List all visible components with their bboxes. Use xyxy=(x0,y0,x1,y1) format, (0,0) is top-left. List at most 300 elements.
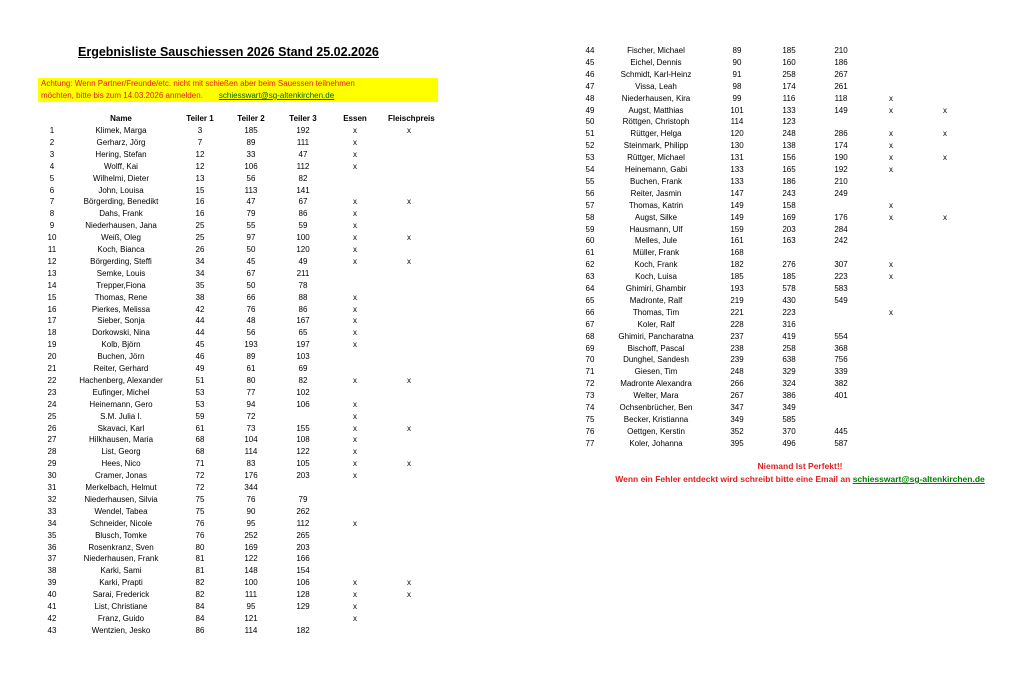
table-row xyxy=(0,426,1024,438)
cell-teiler-3: 211 xyxy=(296,268,310,278)
cell-name: Melles, Jule xyxy=(634,236,678,246)
cell-teiler-2: 76 xyxy=(246,304,256,314)
cell-rank: 9 xyxy=(49,221,55,231)
table-row xyxy=(0,247,1024,259)
cell-essen: x xyxy=(353,126,357,135)
cell-essen: x xyxy=(889,129,893,139)
cell-teiler-3: 210 xyxy=(834,46,848,55)
cell-teiler-1: 84 xyxy=(195,613,205,623)
table-row xyxy=(0,69,1024,81)
cell-teiler-3: 67 xyxy=(298,197,308,207)
cell-teiler-2: 94 xyxy=(246,399,256,409)
cell-name: Karki, Sami xyxy=(100,566,142,576)
cell-teiler-2: 76 xyxy=(246,494,256,504)
cell-name: Niederhausen, Kira xyxy=(621,93,691,103)
cell-rank: 10 xyxy=(47,233,57,243)
cell-teiler-2: 585 xyxy=(782,414,796,424)
cell-teiler-1: 45 xyxy=(195,340,205,350)
table-row xyxy=(0,45,1024,57)
cell-teiler-2: 169 xyxy=(782,212,796,222)
cell-teiler-2: 169 xyxy=(244,542,258,552)
cell-name: Fischer, Michael xyxy=(627,46,685,55)
cell-rank: 31 xyxy=(47,483,57,492)
cell-essen: x xyxy=(353,578,357,588)
cell-rank: 64 xyxy=(585,284,595,293)
cell-teiler-2: 50 xyxy=(246,280,256,290)
cell-name: Reiter, Jasmin xyxy=(630,188,682,198)
cell-teiler-3: 106 xyxy=(296,578,310,588)
cell-fleischpreis: x xyxy=(943,212,947,222)
cell-teiler-1: 238 xyxy=(730,343,744,353)
cell-name: Semke, Louis xyxy=(96,268,146,278)
cell-teiler-2: 90 xyxy=(246,506,256,516)
cell-teiler-3: 167 xyxy=(296,316,310,326)
table-row xyxy=(0,271,1024,283)
cell-teiler-3: 120 xyxy=(296,245,310,254)
cell-teiler-3: 286 xyxy=(834,129,848,139)
cell-name: Buchen, Frank xyxy=(629,176,683,186)
table-row xyxy=(0,553,1024,565)
table-row xyxy=(0,140,1024,152)
cell-rank: 2 xyxy=(49,137,55,147)
cell-teiler-3: 176 xyxy=(834,212,848,222)
cell-teiler-3: 382 xyxy=(834,379,848,389)
cell-teiler-3: 100 xyxy=(296,233,310,243)
cell-teiler-3: 445 xyxy=(834,426,848,436)
cell-teiler-2: 95 xyxy=(246,602,256,611)
cell-essen: x xyxy=(353,137,357,147)
cell-name: Rosenkranz, Sven xyxy=(88,542,154,552)
cell-name: Eufinger, Michel xyxy=(92,387,150,397)
cell-teiler-2: 106 xyxy=(244,161,258,171)
cell-essen: x xyxy=(353,602,357,611)
cell-teiler-2: 77 xyxy=(246,387,256,397)
cell-teiler-3: 368 xyxy=(834,343,848,353)
cell-essen: x xyxy=(889,141,893,151)
cell-teiler-3: 549 xyxy=(834,295,848,305)
cell-name: Eichel, Dennis xyxy=(630,57,682,67)
cell-teiler-2: 79 xyxy=(246,209,256,219)
table-row xyxy=(0,188,1024,200)
cell-teiler-1: 76 xyxy=(195,518,205,528)
cell-teiler-3: 128 xyxy=(296,590,310,600)
cell-teiler-2: 80 xyxy=(246,375,256,385)
cell-fleischpreis: x xyxy=(407,126,411,135)
cell-teiler-2: 370 xyxy=(782,426,796,436)
table-row xyxy=(0,295,1024,307)
cell-teiler-3: 49 xyxy=(298,256,308,266)
cell-name: Thomas, Tim xyxy=(632,307,680,317)
cell-teiler-3: 190 xyxy=(834,153,848,163)
cell-teiler-1: 395 xyxy=(730,438,744,448)
cell-teiler-1: 147 xyxy=(730,188,744,198)
cell-teiler-3: 339 xyxy=(834,367,848,377)
cell-name: Niederhausen, Silvia xyxy=(84,494,158,504)
notice-line-2-text: möchten, bitte bis zum 14.03.2026 anmelden. xyxy=(41,91,203,100)
cell-rank: 25 xyxy=(47,411,57,421)
cell-rank: 73 xyxy=(585,391,595,401)
footer-email-link[interactable]: schiesswart@sg-altenkirchen.de xyxy=(852,474,985,484)
cell-teiler-2: 185 xyxy=(782,272,796,282)
cell-rank: 1 xyxy=(49,126,55,135)
cell-teiler-2: 160 xyxy=(782,57,796,67)
cell-teiler-2: 174 xyxy=(782,81,796,91)
cell-rank: 75 xyxy=(585,414,595,424)
cell-teiler-2: 116 xyxy=(782,93,796,103)
cell-rank: 4 xyxy=(49,161,55,171)
cell-name: Giesen, Tim xyxy=(634,367,678,377)
cell-rank: 39 xyxy=(47,578,57,588)
cell-teiler-2: 193 xyxy=(244,340,258,350)
table-row xyxy=(0,518,1024,530)
cell-teiler-2: 248 xyxy=(782,129,796,139)
cell-name: Thomas, Katrin xyxy=(628,200,684,210)
cell-name: Dorkowski, Nina xyxy=(92,328,150,338)
cell-teiler-1: 133 xyxy=(730,176,744,186)
cell-teiler-1: 239 xyxy=(730,355,744,365)
cell-teiler-3: 86 xyxy=(298,304,308,314)
cell-teiler-1: 46 xyxy=(195,352,205,362)
cell-teiler-2: 252 xyxy=(244,530,258,540)
cell-rank: 12 xyxy=(47,256,57,266)
cell-teiler-1: 168 xyxy=(730,248,744,258)
cell-name: Wilhelmi, Dieter xyxy=(92,173,149,183)
cell-teiler-1: 81 xyxy=(195,566,205,576)
header-teiler-1: Teiler 1 xyxy=(186,114,214,123)
cell-rank: 42 xyxy=(47,613,57,623)
cell-teiler-3: 583 xyxy=(834,284,848,293)
cell-teiler-2: 276 xyxy=(782,260,796,270)
cell-teiler-1: 149 xyxy=(730,212,744,222)
table-row xyxy=(0,613,1024,625)
cell-rank: 35 xyxy=(47,530,57,540)
page-title: Ergebnisliste Sauschiessen 2026 Stand 25.02.2026 xyxy=(78,45,379,59)
cell-rank: 58 xyxy=(585,212,595,222)
cell-rank: 68 xyxy=(585,331,595,341)
table-row xyxy=(0,402,1024,414)
cell-essen: x xyxy=(353,316,357,326)
table-row xyxy=(0,259,1024,271)
cell-rank: 26 xyxy=(47,423,57,433)
table-row xyxy=(0,414,1024,426)
cell-teiler-3: 141 xyxy=(296,185,310,195)
cell-name: Sieber, Sonja xyxy=(97,316,145,326)
cell-teiler-1: 15 xyxy=(195,185,205,195)
cell-teiler-2: 186 xyxy=(782,176,796,186)
cell-essen: x xyxy=(353,245,357,254)
cell-rank: 17 xyxy=(47,316,57,326)
cell-name: Madronte, Ralf xyxy=(629,295,683,305)
cell-teiler-2: 67 xyxy=(246,268,256,278)
cell-teiler-3: 197 xyxy=(296,340,310,350)
cell-teiler-3: 262 xyxy=(296,506,310,516)
cell-name: Karki, Prapti xyxy=(99,578,143,588)
cell-teiler-2: 97 xyxy=(246,233,256,243)
cell-teiler-1: 130 xyxy=(730,141,744,151)
cell-teiler-1: 68 xyxy=(195,435,205,445)
cell-teiler-2: 72 xyxy=(246,411,256,421)
cell-teiler-1: 53 xyxy=(195,399,205,409)
cell-rank: 8 xyxy=(49,209,55,219)
cell-name: Hachenberg, Alexander xyxy=(79,375,163,385)
cell-name: Bischoff, Pascal xyxy=(627,343,685,353)
cell-teiler-3: 69 xyxy=(298,364,308,373)
table-row xyxy=(0,601,1024,613)
cell-essen: x xyxy=(353,256,357,266)
cell-teiler-3: 118 xyxy=(834,93,848,103)
cell-teiler-1: 72 xyxy=(195,483,205,492)
cell-teiler-3: 192 xyxy=(296,126,310,135)
cell-essen: x xyxy=(353,209,357,219)
cell-teiler-1: 80 xyxy=(195,542,205,552)
cell-teiler-2: 258 xyxy=(782,69,796,79)
cell-name: Wentzien, Jesko xyxy=(91,625,151,635)
cell-teiler-1: 120 xyxy=(730,129,744,139)
cell-name: Augst, Matthias xyxy=(628,105,684,115)
cell-name: Hering, Stefan xyxy=(95,149,147,159)
header-fleischpreis: Fleischpreis xyxy=(388,114,435,123)
header-name: Name xyxy=(110,114,132,123)
cell-name: Weiß, Oleg xyxy=(101,233,141,243)
cell-fleischpreis: x xyxy=(407,256,411,266)
cell-fleischpreis: x xyxy=(407,578,411,588)
table-row xyxy=(0,438,1024,450)
cell-teiler-2: 111 xyxy=(244,590,258,600)
cell-fleischpreis: x xyxy=(943,153,947,163)
cell-teiler-1: 266 xyxy=(730,379,744,389)
cell-teiler-3: 203 xyxy=(296,471,310,481)
cell-rank: 20 xyxy=(47,352,57,362)
table-row xyxy=(0,589,1024,601)
table-row xyxy=(0,565,1024,577)
cell-teiler-2: 324 xyxy=(782,379,796,389)
cell-teiler-3: 223 xyxy=(834,272,848,282)
cell-rank: 7 xyxy=(49,197,55,207)
cell-name: Reiter, Gerhard xyxy=(93,364,149,373)
cell-rank: 72 xyxy=(585,379,595,389)
cell-fleischpreis: x xyxy=(943,129,947,139)
cell-teiler-1: 34 xyxy=(195,268,205,278)
notice-email-link[interactable]: schiesswart@sg-altenkirchen.de xyxy=(218,91,335,100)
cell-teiler-3: 82 xyxy=(298,375,308,385)
cell-name: Klimek, Marga xyxy=(95,126,147,135)
cell-essen: x xyxy=(353,423,357,433)
cell-essen: x xyxy=(353,459,357,469)
cell-teiler-2: 148 xyxy=(244,566,258,576)
cell-essen: x xyxy=(889,93,893,103)
cell-teiler-2: 33 xyxy=(246,149,256,159)
cell-rank: 44 xyxy=(585,46,595,55)
cell-rank: 70 xyxy=(585,355,595,365)
cell-teiler-1: 72 xyxy=(195,471,205,481)
cell-teiler-3: 149 xyxy=(834,105,848,115)
cell-teiler-3: 112 xyxy=(296,161,310,171)
cell-name: Steinmark, Philipp xyxy=(623,141,689,151)
cell-essen: x xyxy=(353,221,357,231)
cell-rank: 37 xyxy=(47,554,57,564)
cell-rank: 32 xyxy=(47,494,57,504)
cell-rank: 38 xyxy=(47,566,57,576)
cell-name: Heinemann, Gabi xyxy=(624,165,688,174)
cell-teiler-1: 90 xyxy=(732,57,742,67)
table-row xyxy=(0,366,1024,378)
table-row xyxy=(0,343,1024,355)
cell-teiler-1: 89 xyxy=(732,46,742,55)
cell-teiler-1: 76 xyxy=(195,530,205,540)
table-row xyxy=(0,390,1024,402)
cell-teiler-1: 228 xyxy=(730,319,744,329)
cell-rank: 13 xyxy=(47,268,57,278)
cell-essen: x xyxy=(353,399,357,409)
cell-essen: x xyxy=(353,613,357,623)
cell-teiler-1: 59 xyxy=(195,411,205,421)
cell-essen: x xyxy=(353,411,357,421)
cell-teiler-2: 55 xyxy=(246,221,256,231)
cell-teiler-1: 347 xyxy=(730,403,744,412)
table-row xyxy=(0,283,1024,295)
cell-rank: 23 xyxy=(47,387,57,397)
cell-essen: x xyxy=(889,153,893,163)
table-row xyxy=(0,331,1024,343)
cell-name: Röttgen, Christoph xyxy=(622,117,690,127)
cell-teiler-1: 161 xyxy=(730,236,744,246)
cell-rank: 5 xyxy=(49,173,55,183)
cell-teiler-1: 35 xyxy=(195,280,205,290)
cell-teiler-3: 192 xyxy=(834,165,848,174)
cell-teiler-2: 329 xyxy=(782,367,796,377)
cell-rank: 11 xyxy=(47,245,57,254)
cell-name: Madronte Alexandra xyxy=(620,379,692,389)
cell-name: Becker, Kristianna xyxy=(623,414,689,424)
cell-teiler-3: 65 xyxy=(298,328,308,338)
cell-name: Rüttger, Michael xyxy=(627,153,685,163)
cell-teiler-2: 258 xyxy=(782,343,796,353)
cell-essen: x xyxy=(353,518,357,528)
table-row xyxy=(0,152,1024,164)
cell-teiler-3: 284 xyxy=(834,224,848,234)
cell-name: Koch, Frank xyxy=(634,260,678,270)
cell-name: Pierkes, Melissa xyxy=(91,304,151,314)
cell-rank: 66 xyxy=(585,307,595,317)
cell-teiler-1: 131 xyxy=(730,153,744,163)
cell-essen: x xyxy=(353,292,357,302)
cell-teiler-2: 185 xyxy=(782,46,796,55)
cell-teiler-2: 114 xyxy=(244,625,258,635)
cell-teiler-1: 51 xyxy=(195,375,205,385)
footer-note: Niemand Ist Perfekt!! xyxy=(757,461,843,471)
cell-rank: 56 xyxy=(585,188,595,198)
cell-teiler-3: 182 xyxy=(296,625,310,635)
cell-teiler-2: 344 xyxy=(244,483,258,492)
cell-teiler-1: 49 xyxy=(195,364,205,373)
cell-teiler-1: 114 xyxy=(730,117,744,127)
cell-rank: 47 xyxy=(585,81,595,91)
cell-teiler-1: 82 xyxy=(195,590,205,600)
cell-name: Müller, Frank xyxy=(632,248,680,258)
cell-essen: x xyxy=(889,307,893,317)
cell-teiler-3: 242 xyxy=(834,236,848,246)
cell-teiler-1: 101 xyxy=(730,105,744,115)
cell-teiler-1: 81 xyxy=(195,554,205,564)
cell-teiler-3: 47 xyxy=(298,149,308,159)
cell-teiler-2: 165 xyxy=(782,165,796,174)
cell-teiler-1: 99 xyxy=(732,93,742,103)
cell-teiler-1: 193 xyxy=(730,284,744,293)
cell-teiler-3: 401 xyxy=(834,391,848,401)
table-row xyxy=(0,307,1024,319)
cell-teiler-2: 158 xyxy=(782,200,796,210)
cell-name: Franz, Guido xyxy=(97,613,145,623)
cell-essen: x xyxy=(889,272,893,282)
cell-teiler-2: 156 xyxy=(782,153,796,163)
cell-teiler-2: 66 xyxy=(246,292,256,302)
cell-teiler-2: 121 xyxy=(244,613,258,623)
cell-teiler-1: 349 xyxy=(730,414,744,424)
cell-rank: 33 xyxy=(47,506,57,516)
cell-name: John, Louisa xyxy=(98,185,144,195)
cell-teiler-2: 638 xyxy=(782,355,796,365)
cell-teiler-1: 16 xyxy=(195,209,205,219)
cell-teiler-3: 265 xyxy=(296,530,310,540)
cell-essen: x xyxy=(353,233,357,243)
table-row xyxy=(0,81,1024,93)
cell-essen: x xyxy=(353,340,357,350)
cell-teiler-1: 352 xyxy=(730,426,744,436)
cell-teiler-2: 114 xyxy=(244,447,258,457)
cell-teiler-2: 89 xyxy=(246,137,256,147)
cell-rank: 59 xyxy=(585,224,595,234)
cell-name: Gerharz, Jörg xyxy=(96,137,146,147)
cell-teiler-1: 12 xyxy=(195,161,205,171)
cell-teiler-3: 554 xyxy=(834,331,848,341)
cell-teiler-2: 243 xyxy=(782,188,796,198)
cell-teiler-3: 756 xyxy=(834,355,848,365)
cell-teiler-1: 159 xyxy=(730,224,744,234)
cell-fleischpreis: x xyxy=(407,375,411,385)
cell-teiler-1: 149 xyxy=(730,200,744,210)
table-row xyxy=(0,212,1024,224)
cell-teiler-1: 16 xyxy=(195,197,205,207)
cell-teiler-2: 419 xyxy=(782,331,796,341)
cell-teiler-3: 186 xyxy=(834,57,848,67)
cell-rank: 16 xyxy=(47,304,57,314)
cell-teiler-3: 82 xyxy=(298,173,308,183)
cell-name: Schmidt, Karl-Heinz xyxy=(620,69,692,79)
cell-teiler-1: 267 xyxy=(730,391,744,401)
table-row xyxy=(0,128,1024,140)
table-row xyxy=(0,235,1024,247)
cell-rank: 50 xyxy=(585,117,595,127)
cell-teiler-3: 112 xyxy=(296,518,310,528)
cell-rank: 51 xyxy=(585,129,595,139)
cell-rank: 74 xyxy=(585,403,595,412)
table-row xyxy=(0,494,1024,506)
cell-teiler-1: 12 xyxy=(195,149,205,159)
cell-rank: 54 xyxy=(585,165,595,174)
cell-essen: x xyxy=(889,260,893,270)
cell-name: List, Christiane xyxy=(94,602,148,611)
cell-name: Rüttger, Helga xyxy=(630,129,682,139)
cell-teiler-2: 50 xyxy=(246,245,256,254)
table-row xyxy=(0,57,1024,69)
cell-teiler-3: 129 xyxy=(296,602,310,611)
cell-rank: 45 xyxy=(585,57,595,67)
header-teiler-3: Teiler 3 xyxy=(289,114,317,123)
header-teiler-2: Teiler 2 xyxy=(237,114,265,123)
cell-teiler-2: 386 xyxy=(782,391,796,401)
cell-rank: 6 xyxy=(49,185,55,195)
cell-teiler-2: 185 xyxy=(244,126,258,135)
